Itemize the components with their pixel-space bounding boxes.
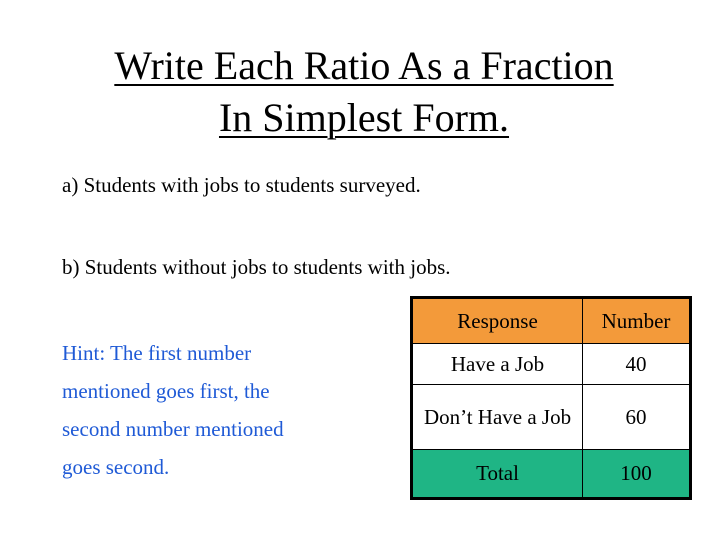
slide-title — [0, 40, 728, 144]
table-row — [412, 385, 691, 450]
hint-line: goes second. — [62, 455, 170, 479]
header-response: Response — [412, 298, 583, 344]
hint-line: Hint: The first number — [62, 341, 252, 365]
hint-line: second number mentioned — [62, 417, 284, 441]
table-cell-number: 40 — [583, 344, 691, 385]
hint-text — [62, 334, 382, 486]
table-total-row — [412, 450, 691, 499]
question-b: b) Students without jobs to students with jobs. — [62, 255, 451, 279]
table-cell-response: Have a Job — [412, 344, 583, 385]
title-line-2: In Simplest Form. — [218, 95, 510, 140]
hint-line: mentioned goes first, the — [62, 379, 270, 403]
title-line-1: Write Each Ratio As a Fraction — [114, 43, 614, 88]
survey-table — [410, 296, 692, 500]
table-row — [412, 344, 691, 385]
table-header-row — [412, 298, 691, 344]
header-number: Number — [583, 298, 691, 344]
table-cell-number: 60 — [583, 385, 691, 450]
total-value: 100 — [583, 450, 691, 499]
total-label: Total — [412, 450, 583, 499]
question-a: a) Students with jobs to students surveyed. — [62, 173, 421, 197]
table-cell-response: Don’t Have a Job — [412, 385, 583, 450]
